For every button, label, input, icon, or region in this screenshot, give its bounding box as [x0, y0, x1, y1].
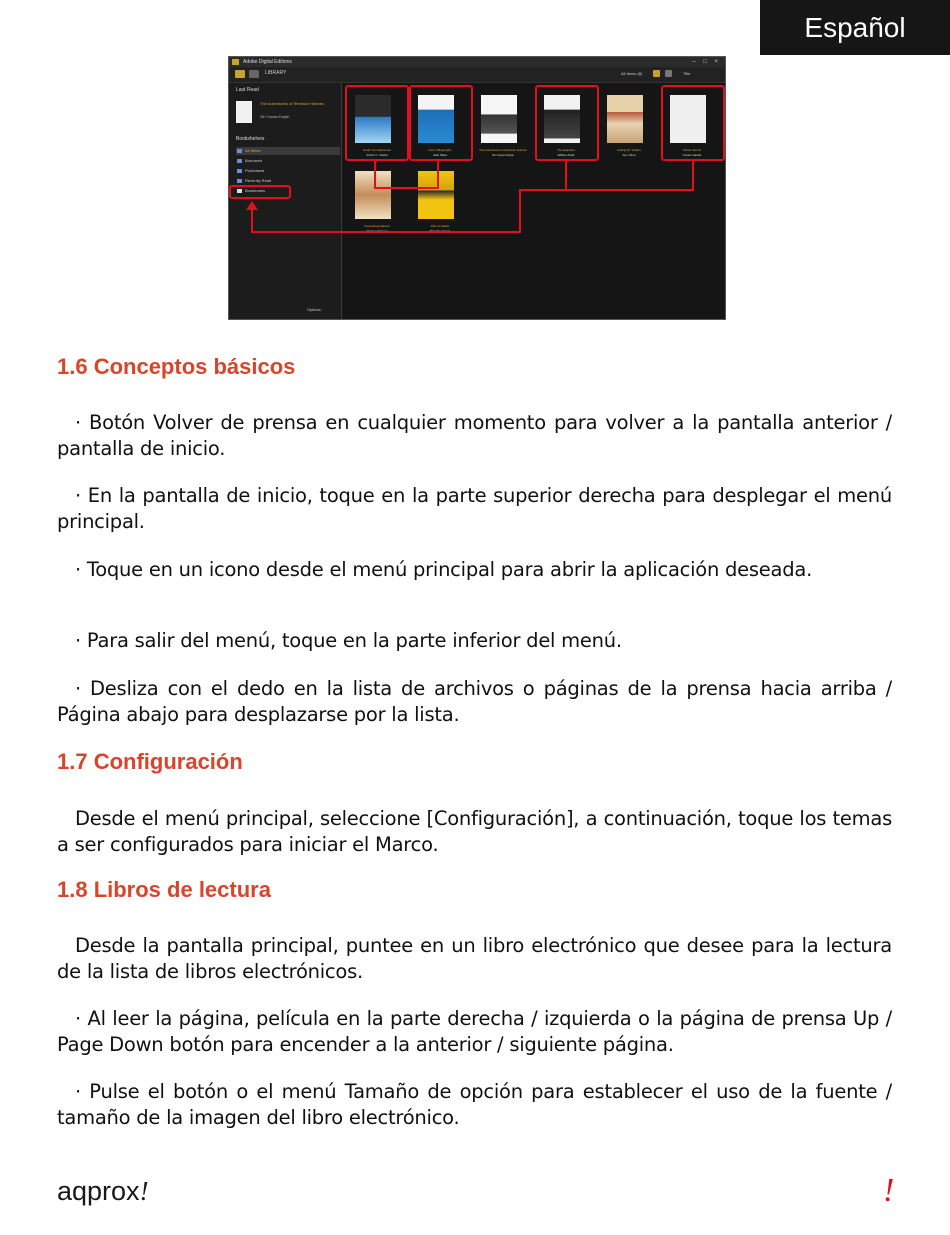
- window-controls-icon: – □ ×: [692, 59, 721, 65]
- brand-name: aqprox: [57, 1176, 140, 1206]
- section-heading: 1.8 Libros de lectura: [57, 877, 271, 902]
- connector-line: [565, 161, 567, 191]
- page-mark: !: [883, 1172, 895, 1209]
- connector-line: [519, 189, 521, 233]
- book-title: Great Expectations: [364, 224, 390, 228]
- book-author: Coram Hardie: [682, 153, 702, 157]
- book-cover: [355, 171, 391, 219]
- book-title: Winter Words: [682, 148, 702, 152]
- arrow-up-icon: [246, 201, 258, 210]
- highlight-box: [661, 85, 725, 161]
- shelf-icon: [237, 159, 242, 163]
- highlight-box: [535, 85, 599, 161]
- book-title: Death of a Salesman: [362, 148, 392, 152]
- brand-mark: !: [139, 1176, 149, 1206]
- book-title: The Adventures of Sherlock Holmes: [479, 148, 527, 152]
- grid-view-icon: [653, 70, 660, 77]
- paragraph: · Botón Volver de prensa en cualquier momento para volver a la pantalla anterior / pantalla de inicio.: [57, 411, 892, 460]
- connector-line: [437, 161, 439, 189]
- language-tab: [760, 0, 950, 55]
- app-logo-icon: [232, 59, 239, 65]
- last-read-cover: [236, 101, 252, 123]
- book-item: [473, 87, 528, 165]
- connector-line: [374, 187, 439, 189]
- last-read-title: The Adventures of Sherlock Holmes: [260, 101, 324, 106]
- window-titlebar: [229, 57, 725, 67]
- book-cover: [607, 95, 643, 143]
- shelf-item: [236, 147, 340, 155]
- connector-line: [251, 209, 253, 233]
- connector-line: [519, 189, 694, 191]
- connector-line: [692, 161, 694, 191]
- paragraph: · Al leer la página, película en la parte derecha / izquierda o la página de prensa Up / Page Down botón para encender a la anterior / siguiente página.: [57, 1007, 892, 1056]
- last-read-author: Sir Conan Doyle: [260, 114, 290, 119]
- shelf-item: [236, 157, 340, 165]
- highlight-box: [345, 85, 409, 161]
- options-label: Options: [307, 307, 321, 312]
- shelf-icon: [237, 169, 242, 173]
- shelf-item: [236, 177, 340, 185]
- connector-line: [374, 161, 376, 189]
- window-title: Adobe Digital Editions: [243, 59, 292, 65]
- section-heading: 1.7 Configuración: [57, 749, 243, 774]
- highlight-box: [409, 85, 473, 161]
- book-author: William Dahl: [557, 153, 575, 157]
- book-author: Sir Conan Doyle: [492, 153, 514, 157]
- paragraph: Desde la pantalla principal, puntee en un libro electrónico que desee para la lectura de la lista de libros electrónicos.: [57, 934, 892, 983]
- brand-logo: [57, 1176, 149, 1207]
- shelf-label: Borrowed: [245, 158, 263, 163]
- sort-label: Title: [683, 71, 691, 76]
- highlight-box: [229, 185, 291, 199]
- reading-view-icon: [249, 70, 259, 78]
- shelf-label: Bookmarks: [245, 188, 266, 193]
- shelf-icon: [237, 179, 242, 183]
- paragraph: · Pulse el botón o el menú Tamaño de opción para establecer el uso de la fuente / tamaño de la imagen del libro electrónico.: [57, 1080, 892, 1129]
- paragraph: · Toque en un icono desde el menú principal para abrir la aplicación deseada.: [75, 558, 813, 581]
- connector-line: [251, 231, 521, 233]
- paragraph: · Para salir del menú, toque en la parte inferior del menú.: [75, 629, 622, 652]
- last-read-heading: Last Read: [236, 87, 259, 93]
- shelf-item: [236, 167, 340, 175]
- screenshot-figure: [228, 56, 726, 320]
- book-title: God: A Biography: [428, 148, 452, 152]
- library-view-icon: [235, 70, 245, 78]
- language-label: Español: [804, 11, 906, 43]
- bookshelves-heading: Bookshelves: [236, 136, 265, 142]
- book-title: Calling Dr. Kildare: [616, 148, 641, 152]
- shelf-icon: [237, 149, 242, 153]
- shelf-label: All Items: [245, 148, 261, 153]
- filter-label: All Items (8): [621, 71, 643, 76]
- list-view-icon: [665, 70, 672, 77]
- book-cover: [481, 95, 517, 143]
- book-title: Plan of Attack: [430, 224, 450, 228]
- book-cover: [418, 171, 454, 219]
- paragraph: · En la pantalla de inicio, toque en la parte superior derecha para desplegar el menú principal.: [57, 484, 892, 533]
- book-author: Arthur C. Clarke: [366, 153, 388, 157]
- library-label: LIBRARY: [265, 70, 287, 76]
- paragraph: Desde el menú principal, seleccione [Configuración], a continuación, toque los temas a ser configurados para iniciar el Marco.: [57, 807, 892, 856]
- book-author: Ann Cline: [622, 153, 636, 157]
- book-item: [599, 87, 654, 165]
- shelf-label: Recently Read: [245, 178, 272, 183]
- book-title: The Elephant: [557, 148, 575, 152]
- toolbar: [229, 67, 725, 83]
- shelf-label: Purchased: [245, 168, 265, 173]
- book-author: Jack Miles: [432, 153, 447, 157]
- paragraph: · Desliza con el dedo en la lista de archivos o páginas de la prensa hacia arriba / Página abajo para desplazarse por la lista.: [57, 677, 892, 726]
- section-heading: 1.6 Conceptos básicos: [57, 354, 296, 379]
